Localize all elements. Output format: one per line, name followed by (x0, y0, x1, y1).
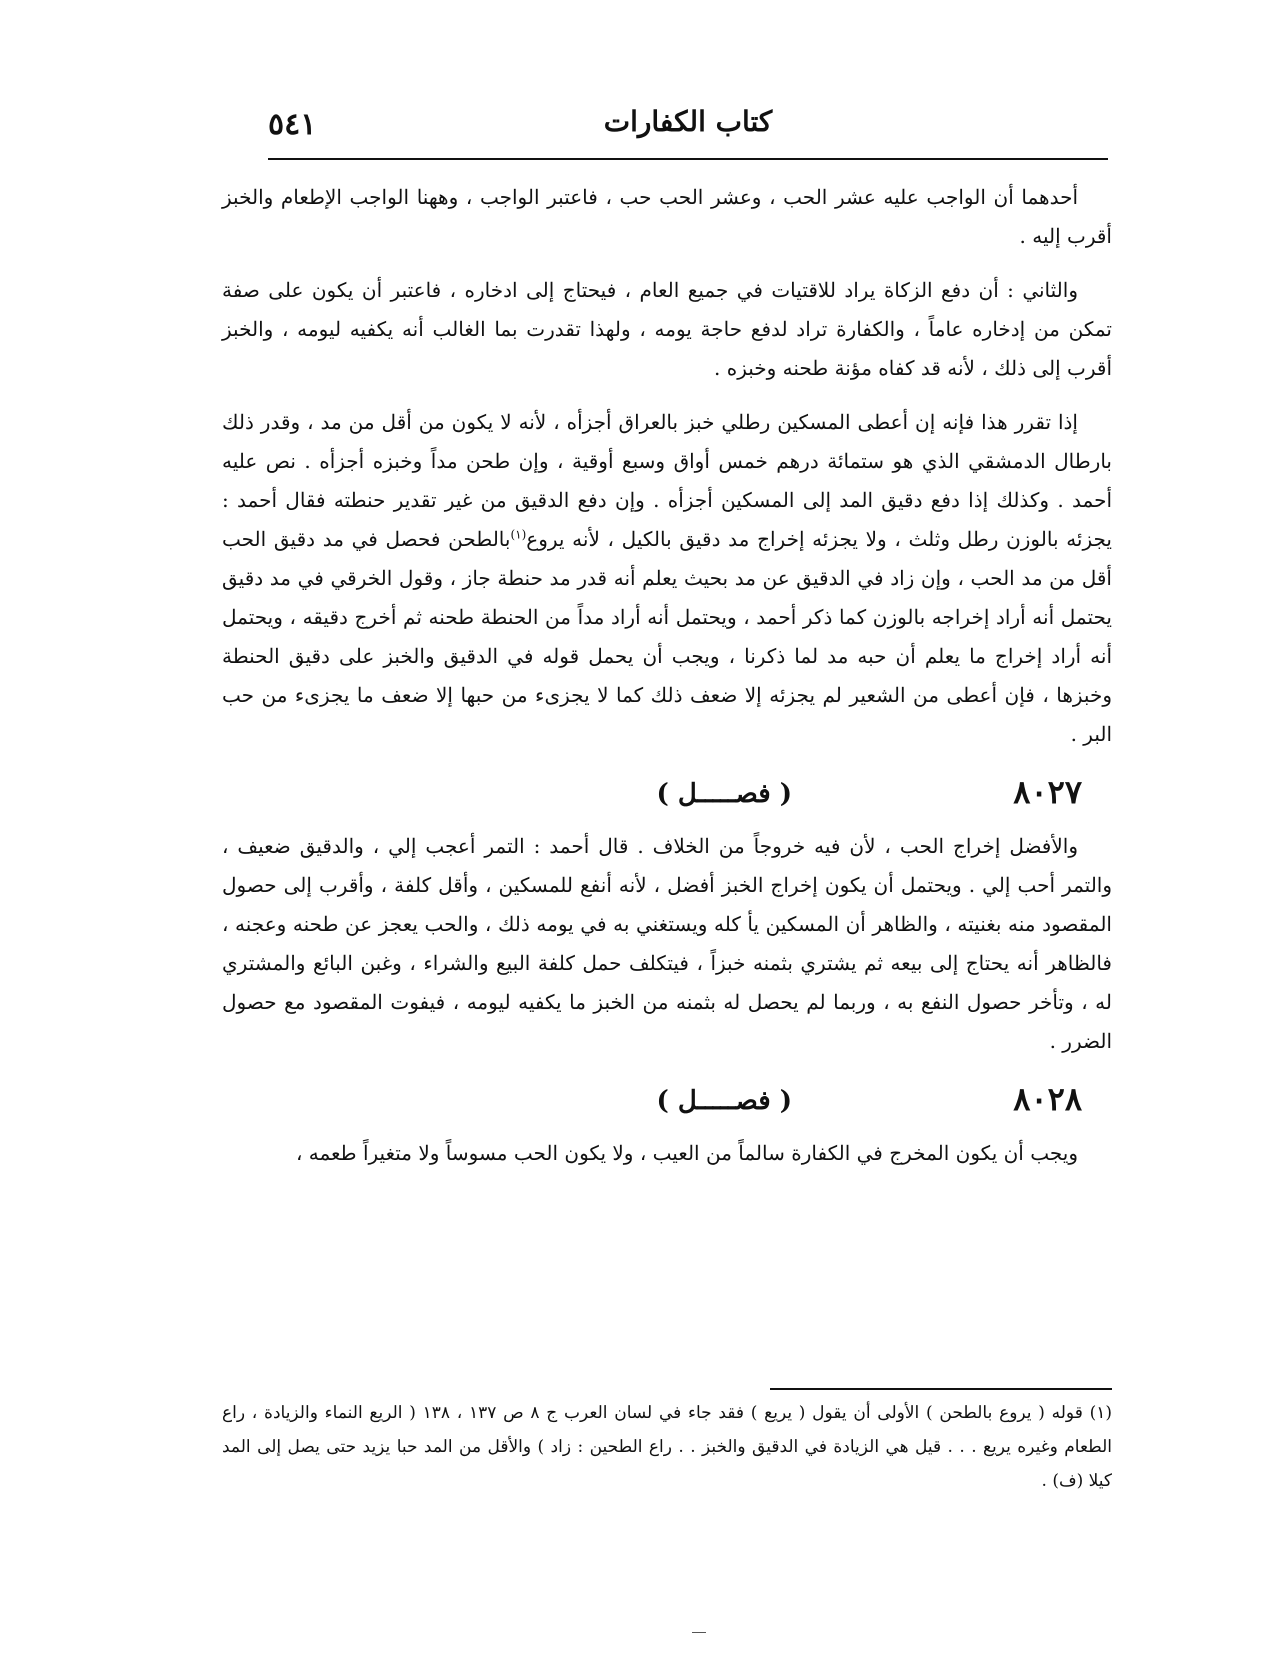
paragraph-3-part-b: بالطحن فحصل في مد دقيق الحب أقل من مد الحب ، وإن زاد في الدقيق عن مد بحيث يعلم أنه قدر مد حنطة جاز ، وقول الخرقي في مد دقيق يحتمل أنه أراد إخراجه بالوزن كما ذكر أحمد ، ويحتمل أنه أراد مداً من الحنطة طحنه ثم أخرج دقيقه ، ويحتمل أنه أراد إخراج ما يعلم أن حبه مد لما ذكرنا ، ويجب أن يحمل قوله في الدقيق والخبز على دقيق الحنطة وخبزها ، فإن أعطى من الشعير لم يجزئه إلا ضعف ذلك كما لا يجزىء من حبها إلا ضعف ما يجزىء من حب البر . (222, 527, 1112, 746)
header-rule (268, 158, 1108, 160)
section-title: ( فصـــــل ) (656, 779, 792, 809)
page-number: ٥٤١ (268, 107, 317, 142)
paragraph-3-part-a: إذا تقرر هذا فإنه إن أعطى المسكين رطلي خبز بالعراق أجزأه ، لأنه لا يكون من أقل من مد ، وقدر ذلك بارطال الدمشقي الذي هو ستمائة درهم خمس أواق وسبع أوقية ، وإن طحن مداً وخبزه أجزأه . نص عليه أحمد . وكذلك إذا دفع دقيق المد إلى المسكين أجزأه . وإن دفع الدقيق من غير تقدير حنطته فقال أحمد : يجزئه بالوزن رطل وثلث ، ولا يجزئه إخراج مد دقيق بالكيل ، لأنه يروع (222, 410, 1112, 551)
section-heading-8027 (222, 769, 1112, 819)
section-number: ٨٠٢٧ (1013, 773, 1082, 811)
footnote: (١) قوله ( يروع بالطحن ) الأولى أن يقول ( يريع ) فقد جاء في لسان العرب ج ٨ ص ١٣٧ ، ١٣٨ ( الريع النماء والزيادة ، راع الطعام وغيره يريع . . . قيل هي الزيادة في الدقيق والخبز . . راع الطحين : زاد ) والأقل من المد حبا يزيد حتى يصل إلى المد كيلا (ف) . (222, 1403, 1112, 1491)
paragraph-3 (222, 403, 1112, 754)
running-title: كتاب الكفارات (603, 105, 773, 138)
footnote-rule (770, 1388, 1112, 1390)
section-heading-8028 (222, 1076, 1112, 1126)
paragraph-5: ويجب أن يكون المخرج في الكفارة سالماً من العيب ، ولا يكون الحب مسوساً ولا متغيراً طعمه ، (295, 1141, 1078, 1165)
body-text (222, 178, 1112, 1188)
bottom-mark (692, 1632, 706, 1633)
paragraph-1: أحدهما أن الواجب عليه عشر الحب ، وعشر الحب حب ، فاعتبر الواجب ، وههنا الواجب الإطعام والخبز أقرب إليه . (222, 185, 1112, 248)
page-header (268, 105, 1108, 157)
section-title: ( فصـــــل ) (656, 1086, 792, 1116)
paragraph-2: والثاني : أن دفع الزكاة يراد للاقتيات في جميع العام ، فيحتاج إلى ادخاره ، فاعتبر أن يكون على صفة تمكن من إدخاره عاماً ، والكفارة تراد لدفع حاجة يومه ، ولهذا تقدرت بما الغالب أنه يكفيه ليومه ، والخبز أقرب إلى ذلك ، لأنه قد كفاه مؤنة طحنه وخبزه . (222, 278, 1112, 380)
section-number: ٨٠٢٨ (1013, 1080, 1082, 1118)
paragraph-4: والأفضل إخراج الحب ، لأن فيه خروجاً من الخلاف . قال أحمد : التمر أعجب إلي ، والدقيق ضعيف ، والتمر أحب إلي . ويحتمل أن يكون إخراج الخبز أفضل ، لأنه أنفع للمسكين ، وأقل كلفة ، وأقرب إلى حصول المقصود منه بغنيته ، والظاهر أن المسكين يأ كله ويستغني به في يومه ذلك ، والحب يعجز عن طحنه وعجنه ، فالظاهر أنه يحتاج إلى بيعه ثم يشتري بثمنه خبزاً ، فيتكلف حمل كلفة البيع والشراء ، وغبن البائع والمشتري له ، وتأخر حصول النفع به ، وربما لم يحصل له بثمنه من الخبز ما يكفيه ليومه ، فيفوت المقصود مع حصول الضرر . (222, 834, 1112, 1053)
footnote-ref: (١) (510, 527, 527, 542)
